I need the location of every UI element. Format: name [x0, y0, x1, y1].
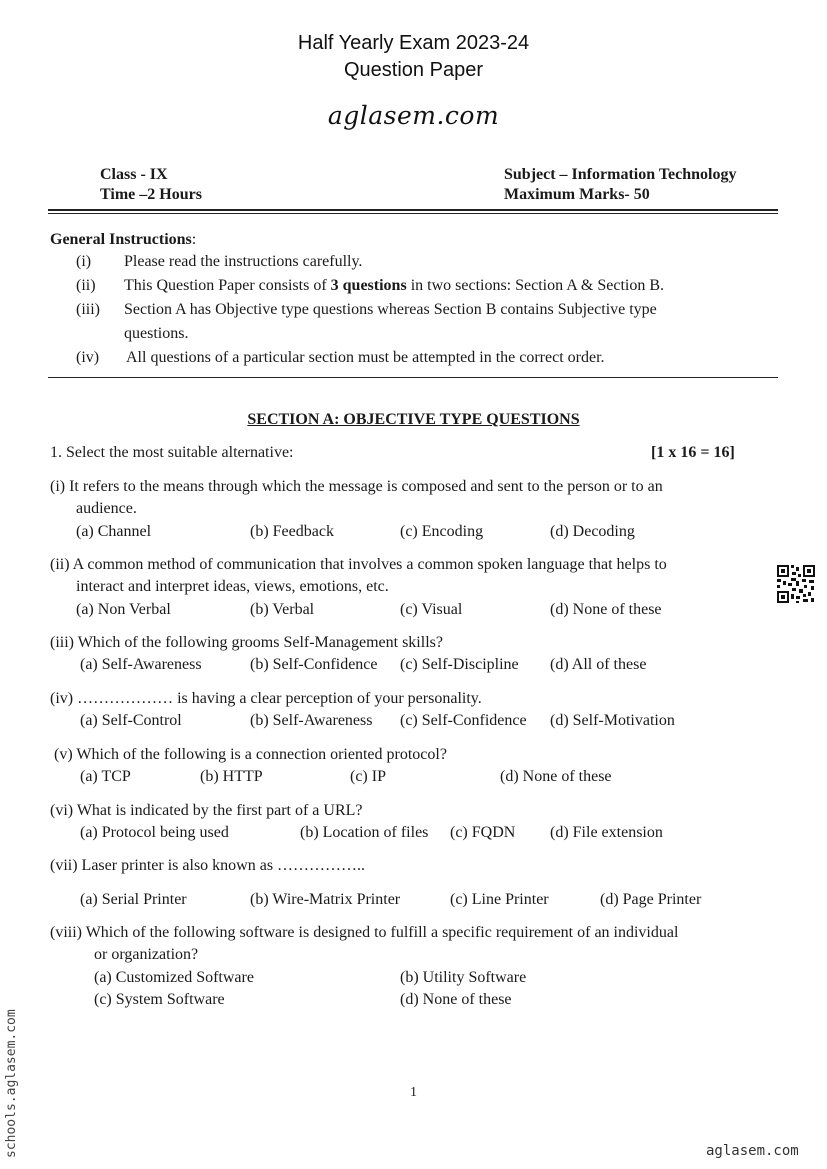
- aglasem-logo: aglasem.com: [327, 101, 500, 130]
- question-text-cont: audience.: [76, 500, 137, 517]
- option: (c) Self-Confidence: [400, 712, 527, 729]
- question-text-cont: or organization?: [94, 946, 199, 963]
- section-a-heading: SECTION A: OBJECTIVE TYPE QUESTIONS: [247, 411, 580, 428]
- question-text: (vii) Laser printer is also known as ……………..: [50, 857, 366, 874]
- option: (d) None of these: [500, 768, 612, 785]
- option: (c) Line Printer: [450, 891, 549, 908]
- option: (a) Self-Awareness: [80, 656, 202, 673]
- question-text-cont: interact and interpret ideas, views, emotions, etc.: [76, 578, 389, 595]
- option: (a) Non Verbal: [76, 601, 171, 618]
- option: (d) All of these: [550, 656, 647, 673]
- instruction-text-cont: questions.: [124, 325, 189, 342]
- option: (b) Wire-Matrix Printer: [250, 891, 401, 908]
- option: (c) FQDN: [450, 824, 516, 841]
- question-text: (v) Which of the following is a connection oriented protocol?: [54, 746, 447, 763]
- question-1-marks: [1 x 16 = 16]: [651, 444, 735, 461]
- option: (a) Serial Printer: [80, 891, 187, 908]
- option: (d) File extension: [550, 824, 663, 841]
- option: (c) Self-Discipline: [400, 656, 519, 673]
- option: (a) Customized Software: [94, 969, 254, 986]
- subject-label: Subject – Information Technology: [504, 166, 737, 183]
- question-text: (viii) Which of the following software is designed to fulfill a specific requirement of an individual: [50, 924, 679, 941]
- option: (c) Encoding: [400, 523, 484, 540]
- qr-code-icon: [776, 564, 816, 604]
- option: (b) HTTP: [200, 768, 263, 785]
- option: (b) Self-Awareness: [250, 712, 373, 729]
- option: (a) TCP: [80, 768, 131, 785]
- option: (d) Page Printer: [600, 891, 702, 908]
- divider-top-1: [48, 209, 778, 211]
- instruction-num: (iv): [76, 349, 100, 366]
- option: (b) Utility Software: [400, 969, 527, 986]
- instruction-num: (iii): [76, 301, 100, 318]
- option: (a) Protocol being used: [80, 824, 229, 841]
- question-1-prompt: 1. Select the most suitable alternative:: [50, 444, 294, 461]
- instructions-heading: General Instructions:: [50, 231, 197, 248]
- instruction-text: Section A has Objective type questions whereas Section B contains Subjective type: [124, 301, 657, 318]
- marks-label: Maximum Marks- 50: [504, 186, 650, 203]
- option: (b) Feedback: [250, 523, 334, 540]
- question-text: (i) It refers to the means through which the message is composed and sent to the person or to an: [50, 478, 663, 495]
- footer-site: aglasem.com: [706, 1143, 799, 1159]
- time-label: Time –2 Hours: [100, 186, 202, 203]
- side-watermark: schools.aglasem.com: [4, 1009, 19, 1158]
- exam-subtitle: Question Paper: [344, 59, 483, 81]
- instruction-text: All questions of a particular section must be attempted in the correct order.: [126, 349, 605, 366]
- option: (c) System Software: [94, 991, 225, 1008]
- instruction-num: (i): [76, 253, 92, 270]
- option: (c) Visual: [400, 601, 463, 618]
- option: (d) None of these: [400, 991, 512, 1008]
- question-text: (iii) Which of the following grooms Self-Management skills?: [50, 634, 443, 651]
- page-number: 1: [410, 1085, 417, 1100]
- option: (d) Decoding: [550, 523, 635, 540]
- question-text: (vi) What is indicated by the first part of a URL?: [50, 802, 363, 819]
- instruction-num: (ii): [76, 277, 96, 294]
- divider-top-2: [48, 213, 778, 214]
- option: (b) Self-Confidence: [250, 656, 378, 673]
- class-label: Class - IX: [100, 166, 168, 183]
- question-text: (iv) ……………… is having a clear perception of your personality.: [50, 690, 482, 707]
- option: (b) Verbal: [250, 601, 315, 618]
- option: (d) None of these: [550, 601, 662, 618]
- divider-instructions: [48, 377, 778, 378]
- option: (c) IP: [350, 768, 386, 785]
- option: (a) Self-Control: [80, 712, 182, 729]
- option: (d) Self-Motivation: [550, 712, 675, 729]
- instruction-text: Please read the instructions carefully.: [124, 253, 363, 270]
- option: (b) Location of files: [300, 824, 429, 841]
- option: (a) Channel: [76, 523, 152, 540]
- question-text: (ii) A common method of communication that involves a common spoken language that helps to: [50, 556, 667, 573]
- exam-title: Half Yearly Exam 2023-24: [297, 32, 530, 54]
- instruction-text: This Question Paper consists of 3 questions in two sections: Section A & Section B.: [124, 277, 665, 294]
